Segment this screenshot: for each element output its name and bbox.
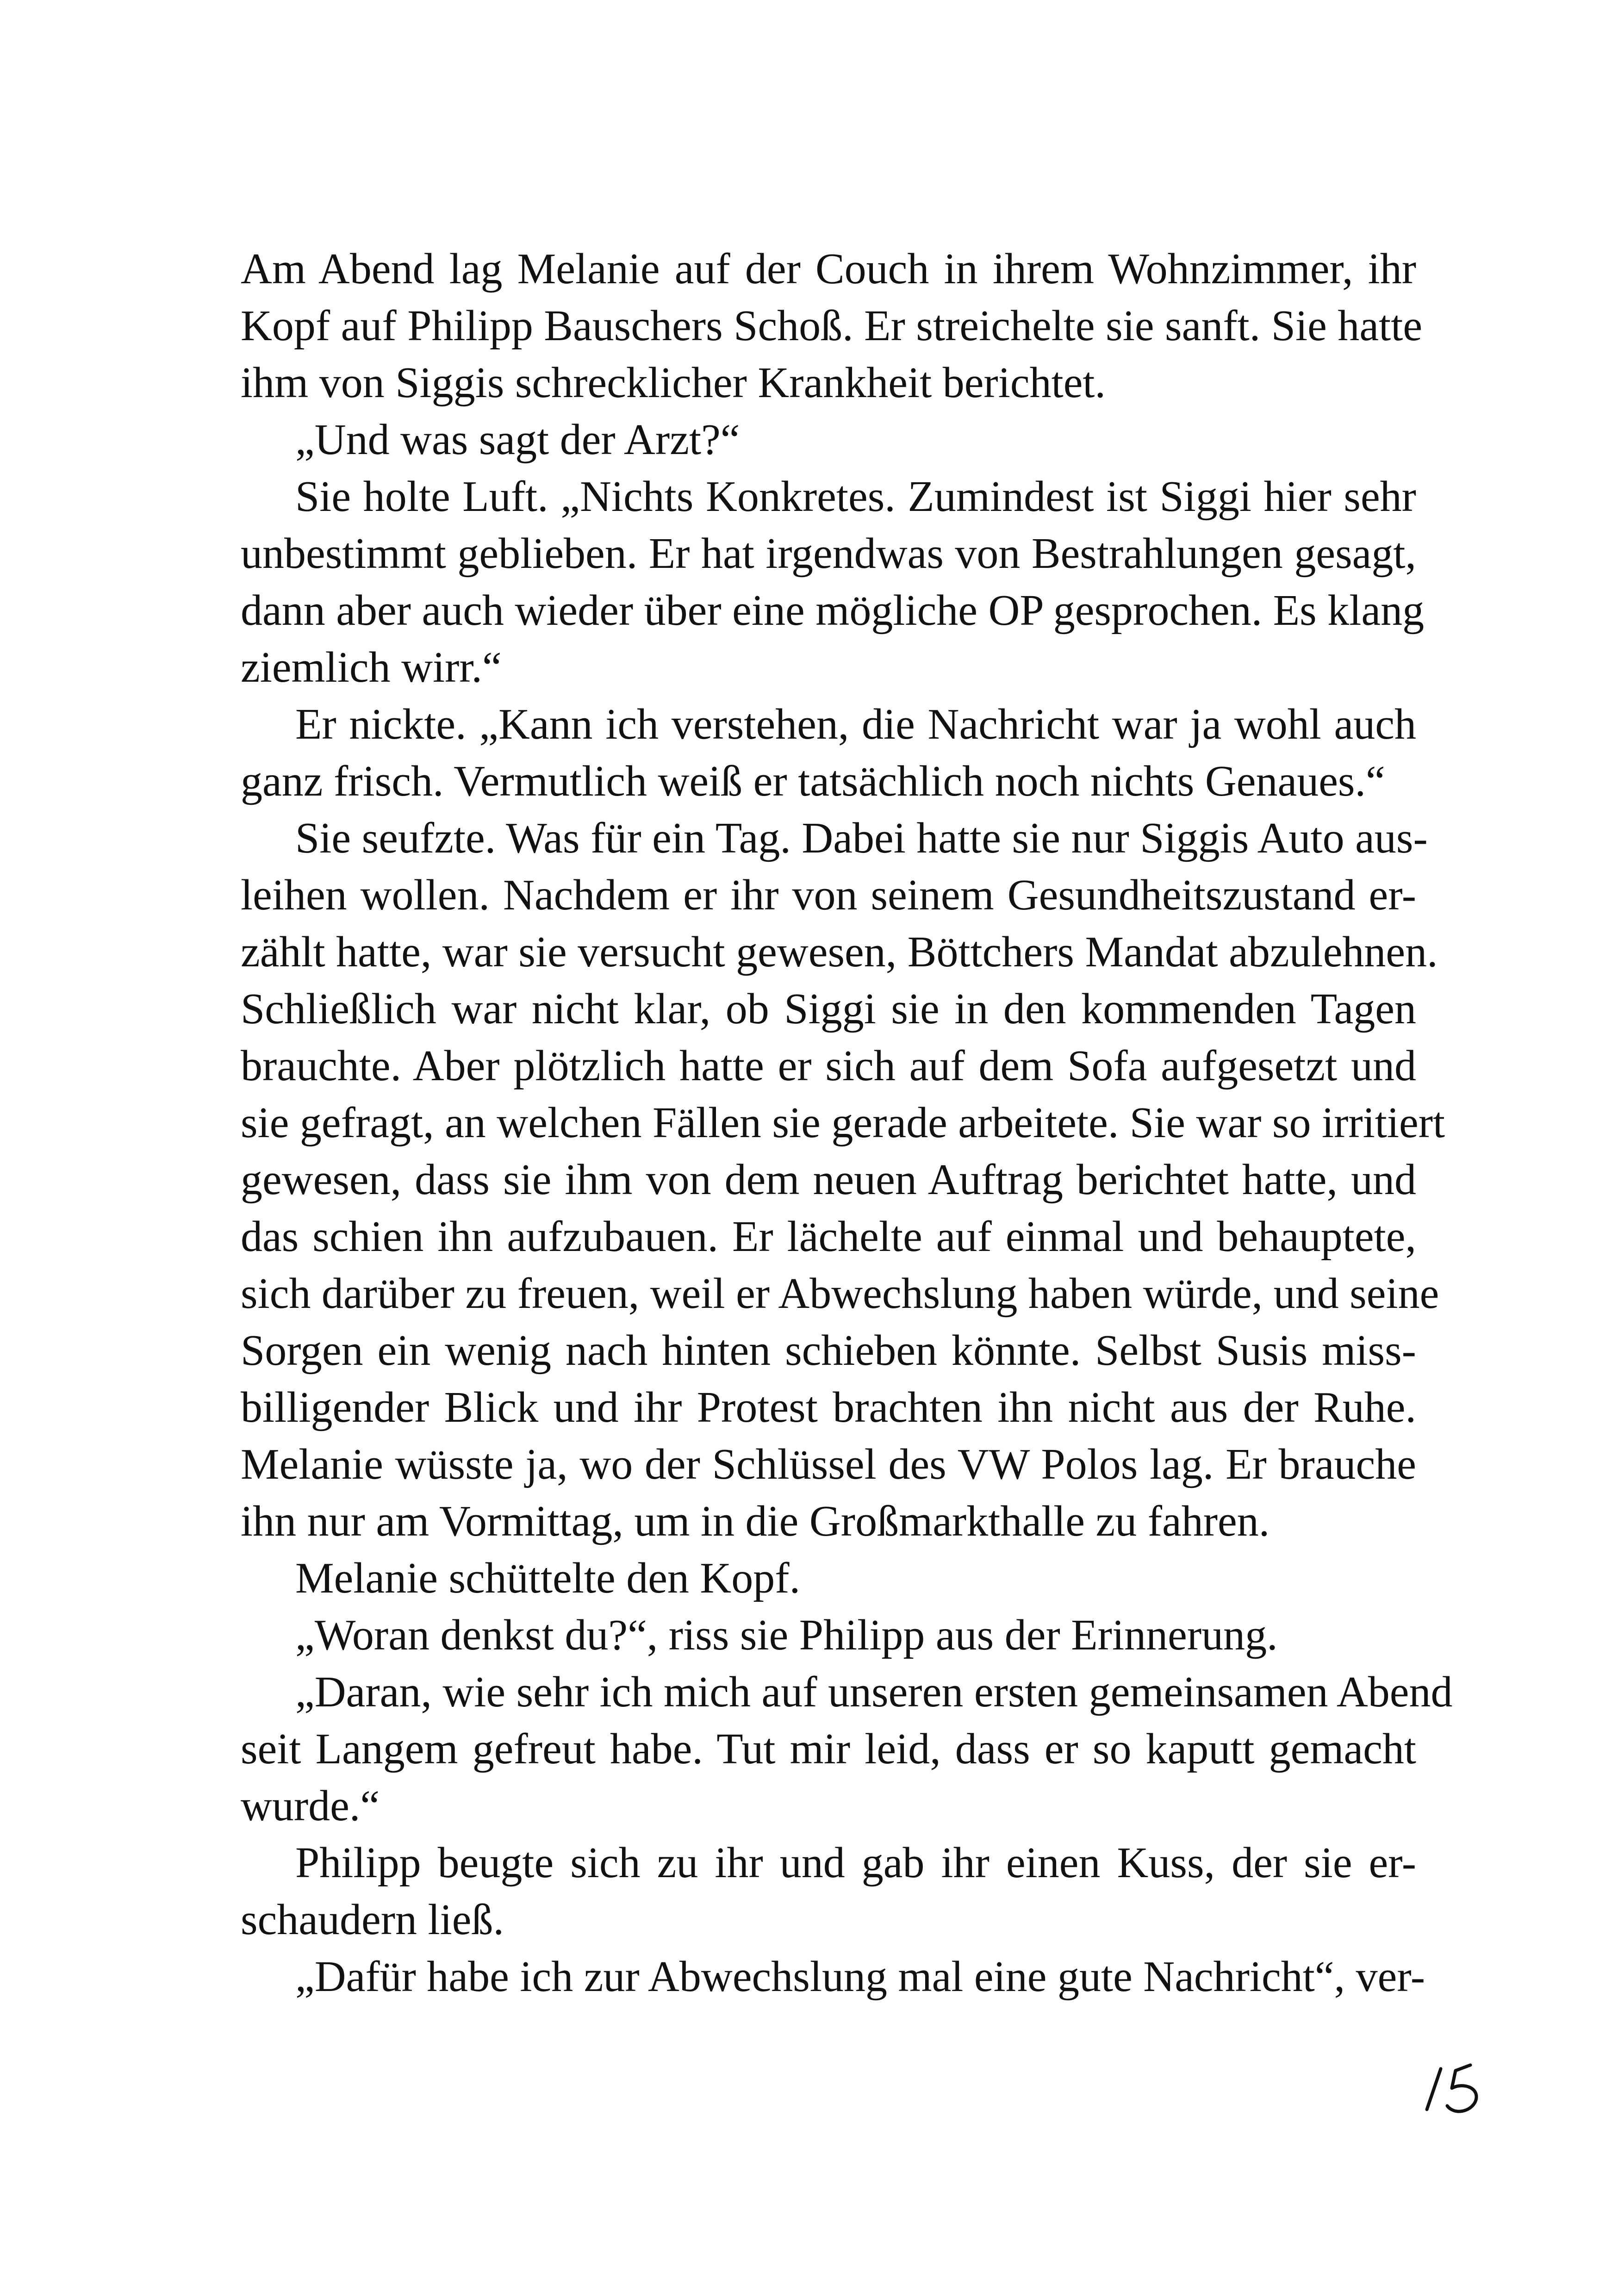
text-line: Melanie wüsste ja, wo der Schlüssel des VW Polos lag. Er brauche xyxy=(241,1440,1416,1488)
text-line: wurde.“ xyxy=(241,1782,380,1830)
text-line: billigender Blick und ihr Protest brachten ihn nicht aus der Ruhe. xyxy=(241,1383,1416,1431)
text-line: Sie seufzte. Was für ein Tag. Dabei hatte sie nur Siggis Auto aus- xyxy=(295,814,1428,862)
text-line: ihm von Siggis schrecklicher Krankheit berichtet. xyxy=(241,359,1106,407)
text-line: Er nickte. „Kann ich verstehen, die Nachricht war ja wohl auch xyxy=(295,700,1416,748)
text-line: seit Langem gefreut habe. Tut mir leid, dass er so kaputt gemacht xyxy=(241,1725,1416,1773)
text-line: „Woran denkst du?“, riss sie Philipp aus der Erinnerung. xyxy=(295,1611,1278,1659)
text-line: ziemlich wirr.“ xyxy=(241,643,502,691)
text-line: „Daran, wie sehr ich mich auf unseren ersten gemeinsamen Abend xyxy=(295,1668,1453,1716)
text-line: Melanie schüttelte den Kopf. xyxy=(295,1554,801,1602)
text-line: schaudern ließ. xyxy=(241,1896,504,1944)
text-line: Sorgen ein wenig nach hinten schieben könnte. Selbst Susis miss- xyxy=(241,1326,1416,1375)
text-line: ihn nur am Vormittag, um in die Großmarkthalle zu fahren. xyxy=(241,1497,1270,1545)
text-line: Am Abend lag Melanie auf der Couch in ihrem Wohnzimmer, ihr xyxy=(241,245,1416,293)
text-line: dann aber auch wieder über eine mögliche OP gesprochen. Es klang xyxy=(241,586,1425,635)
body-text xyxy=(241,241,1453,2005)
text-line: sich darüber zu freuen, weil er Abwechslung haben würde, und seine xyxy=(241,1269,1439,1318)
text-line: sie gefragt, an welchen Fällen sie gerade arbeitete. Sie war so irritiert xyxy=(241,1099,1445,1147)
text-line: gewesen, dass sie ihm von dem neuen Auftrag berichtet hatte, und xyxy=(241,1156,1416,1204)
text-line: das schien ihn aufzubauen. Er lächelte auf einmal und behauptete, xyxy=(241,1213,1416,1261)
text-line: zählt hatte, war sie versucht gewesen, Böttchers Mandat abzulehnen. xyxy=(241,928,1438,976)
text-line: „Und was sagt der Arzt?“ xyxy=(295,416,740,464)
text-line: brauchte. Aber plötzlich hatte er sich auf dem Sofa aufgesetzt und xyxy=(241,1042,1416,1090)
text-line: ganz frisch. Vermutlich weiß er tatsächlich noch nichts Genaues.“ xyxy=(241,757,1385,805)
text-line: Schließlich war nicht klar, ob Siggi sie in den kommenden Tagen xyxy=(241,985,1416,1033)
page-number xyxy=(1419,2055,1493,2124)
text-line: Philipp beugte sich zu ihr und gab ihr einen Kuss, der sie er- xyxy=(295,1839,1416,1887)
text-line: Sie holte Luft. „Nichts Konkretes. Zumindest ist Siggi hier sehr xyxy=(295,473,1416,521)
text-line: unbestimmt geblieben. Er hat irgendwas von Bestrahlungen gesagt, xyxy=(241,529,1416,578)
text-line: leihen wollen. Nachdem er ihr von seinem Gesundheitszustand er- xyxy=(241,871,1416,919)
text-line: Kopf auf Philipp Bauschers Schoß. Er streichelte sie sanft. Sie hatte xyxy=(241,302,1423,350)
text-line: „Dafür habe ich zur Abwechslung mal eine gute Nachricht“, ver- xyxy=(295,1953,1425,2001)
page-number-handwritten xyxy=(1419,2055,1493,2124)
